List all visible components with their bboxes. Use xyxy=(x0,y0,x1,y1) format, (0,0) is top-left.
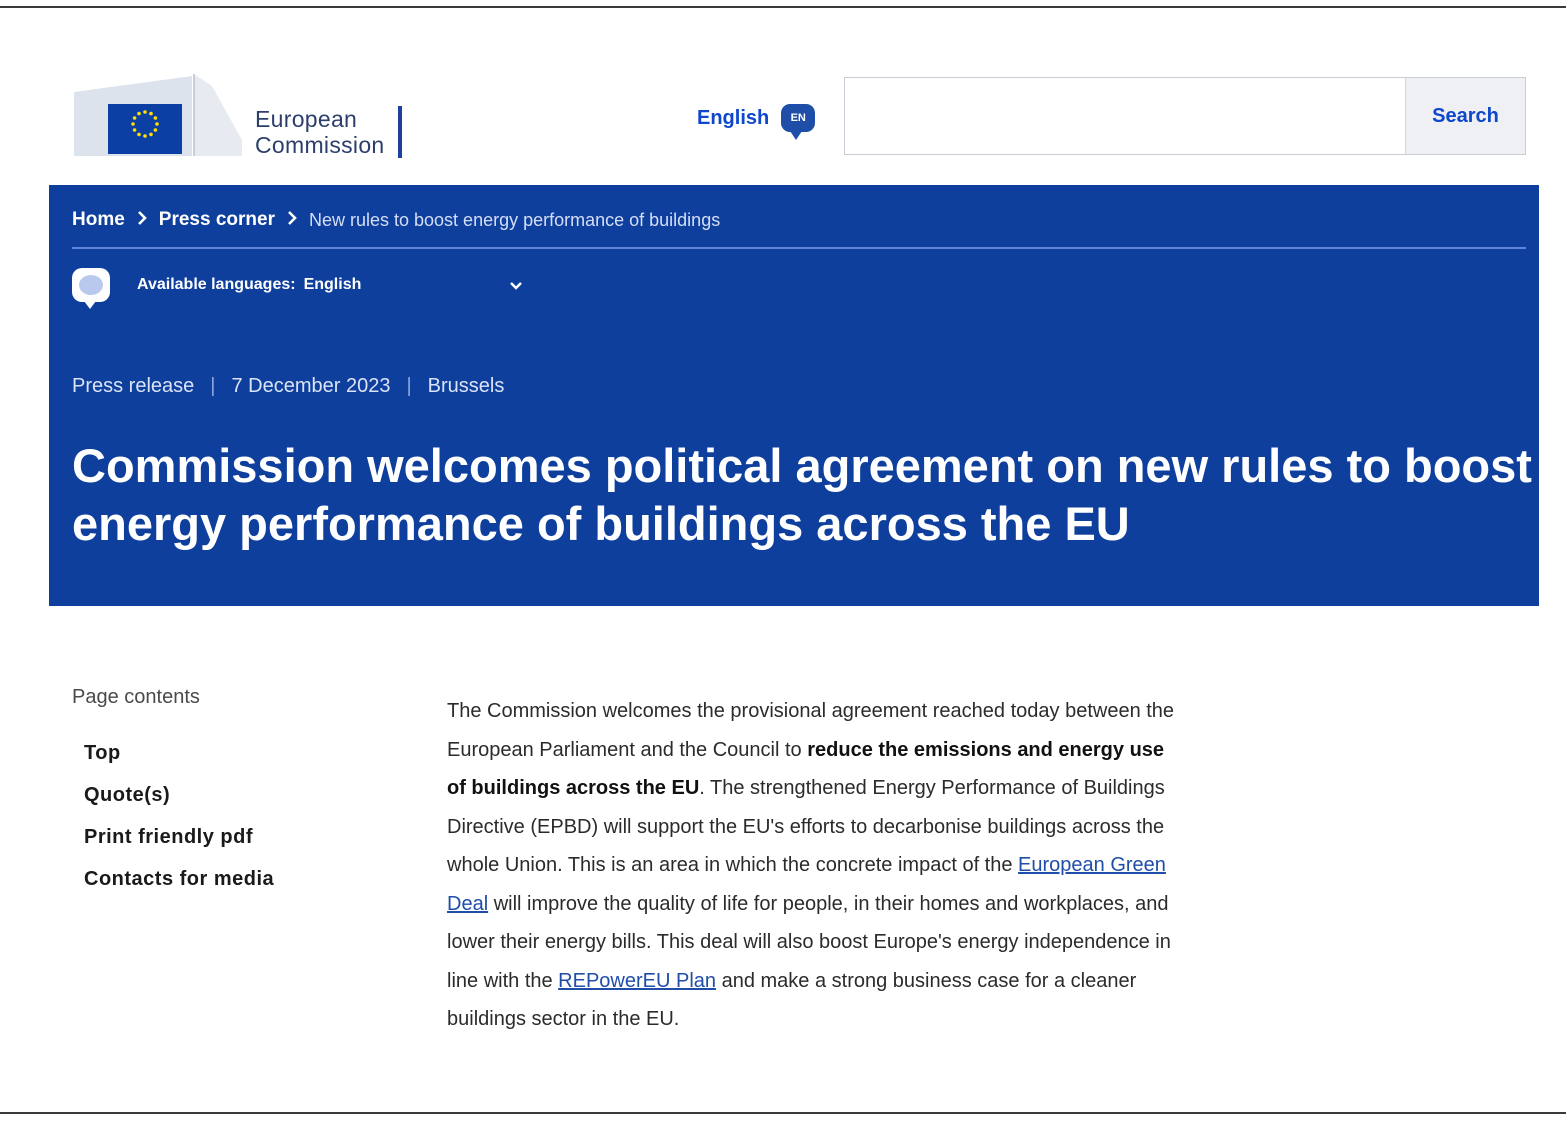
available-languages-selector[interactable] xyxy=(72,265,522,305)
chevron-right-icon xyxy=(137,209,147,231)
page-header-banner xyxy=(49,185,1539,606)
page-contents-nav xyxy=(84,735,274,903)
page-title: Commission welcomes political agreement on new rules to boost energy performance of buildings across the EU xyxy=(72,439,1532,550)
language-label: English xyxy=(697,106,770,129)
meta-separator: | xyxy=(406,375,412,397)
breadcrumb-press-corner[interactable]: Press corner xyxy=(158,209,275,230)
european-commission-logo[interactable] xyxy=(72,70,412,162)
link-european-green-deal[interactable]: European Green Deal xyxy=(447,854,1166,915)
article-bold-text: reduce the emissions and energy use of buildings across the EU xyxy=(447,738,1165,799)
article-text-1: The Commission welcomes the provisional agreement reached today between the European Parliament and the Council to xyxy=(447,700,1175,761)
logo-pages-graphic xyxy=(72,70,247,162)
speech-bubble-icon xyxy=(781,104,815,132)
frame-top-border xyxy=(0,6,1566,8)
logo-line-2: Commission xyxy=(255,132,385,158)
language-code: EN xyxy=(790,112,806,124)
frame-bottom-border xyxy=(0,1112,1566,1114)
breadcrumb-home[interactable]: Home xyxy=(72,209,125,230)
meta-type: Press release xyxy=(72,375,195,397)
breadcrumb xyxy=(72,209,720,231)
logo-divider xyxy=(398,106,402,158)
article-paragraph xyxy=(447,692,1187,1039)
page-contents-title: Page contents xyxy=(72,686,200,708)
meta-separator: | xyxy=(210,375,216,397)
article-text-3: will improve the quality of life for people, in their homes and workplaces, and lower their energy bills. This deal will also boost Europe's energy independence in line with the xyxy=(447,892,1171,992)
article-text-4: and make a strong business case for a cleaner buildings sector in the EU. xyxy=(447,969,1137,1030)
breadcrumb-current: New rules to boost energy performance of buildings xyxy=(308,209,721,230)
article-body xyxy=(447,692,1187,1039)
article-text-2: . The strengthened Energy Performance of Buildings Directive (EPBD) will support the EU's efforts to decarbonise buildings across the whole Union. This is an area in which the concrete impact of the xyxy=(447,777,1165,876)
logo-text xyxy=(255,106,385,158)
available-languages-label: Available languages: xyxy=(137,276,296,293)
toc-item-print-pdf[interactable]: Print friendly pdf xyxy=(84,826,253,848)
toc-item-top[interactable]: Top xyxy=(84,742,121,764)
logo-line-1: European xyxy=(255,106,358,132)
toc-item-quotes[interactable]: Quote(s) xyxy=(84,784,171,806)
available-languages-value: English xyxy=(303,276,362,293)
speech-bubble-icon xyxy=(72,268,110,302)
search-button[interactable]: Search xyxy=(1405,78,1525,154)
link-repowereu-plan[interactable]: REPowerEU Plan xyxy=(558,969,717,992)
search-input[interactable] xyxy=(845,78,1405,154)
chevron-right-icon xyxy=(287,209,297,231)
language-switcher[interactable] xyxy=(697,100,815,136)
meta-date: 7 December 2023 xyxy=(231,375,391,397)
banner-divider xyxy=(72,247,1526,249)
chevron-down-icon[interactable] xyxy=(510,277,522,293)
search-box xyxy=(844,77,1526,155)
toc-item-contacts[interactable]: Contacts for media xyxy=(84,868,275,890)
press-release-meta xyxy=(72,375,504,398)
meta-location: Brussels xyxy=(427,375,505,397)
